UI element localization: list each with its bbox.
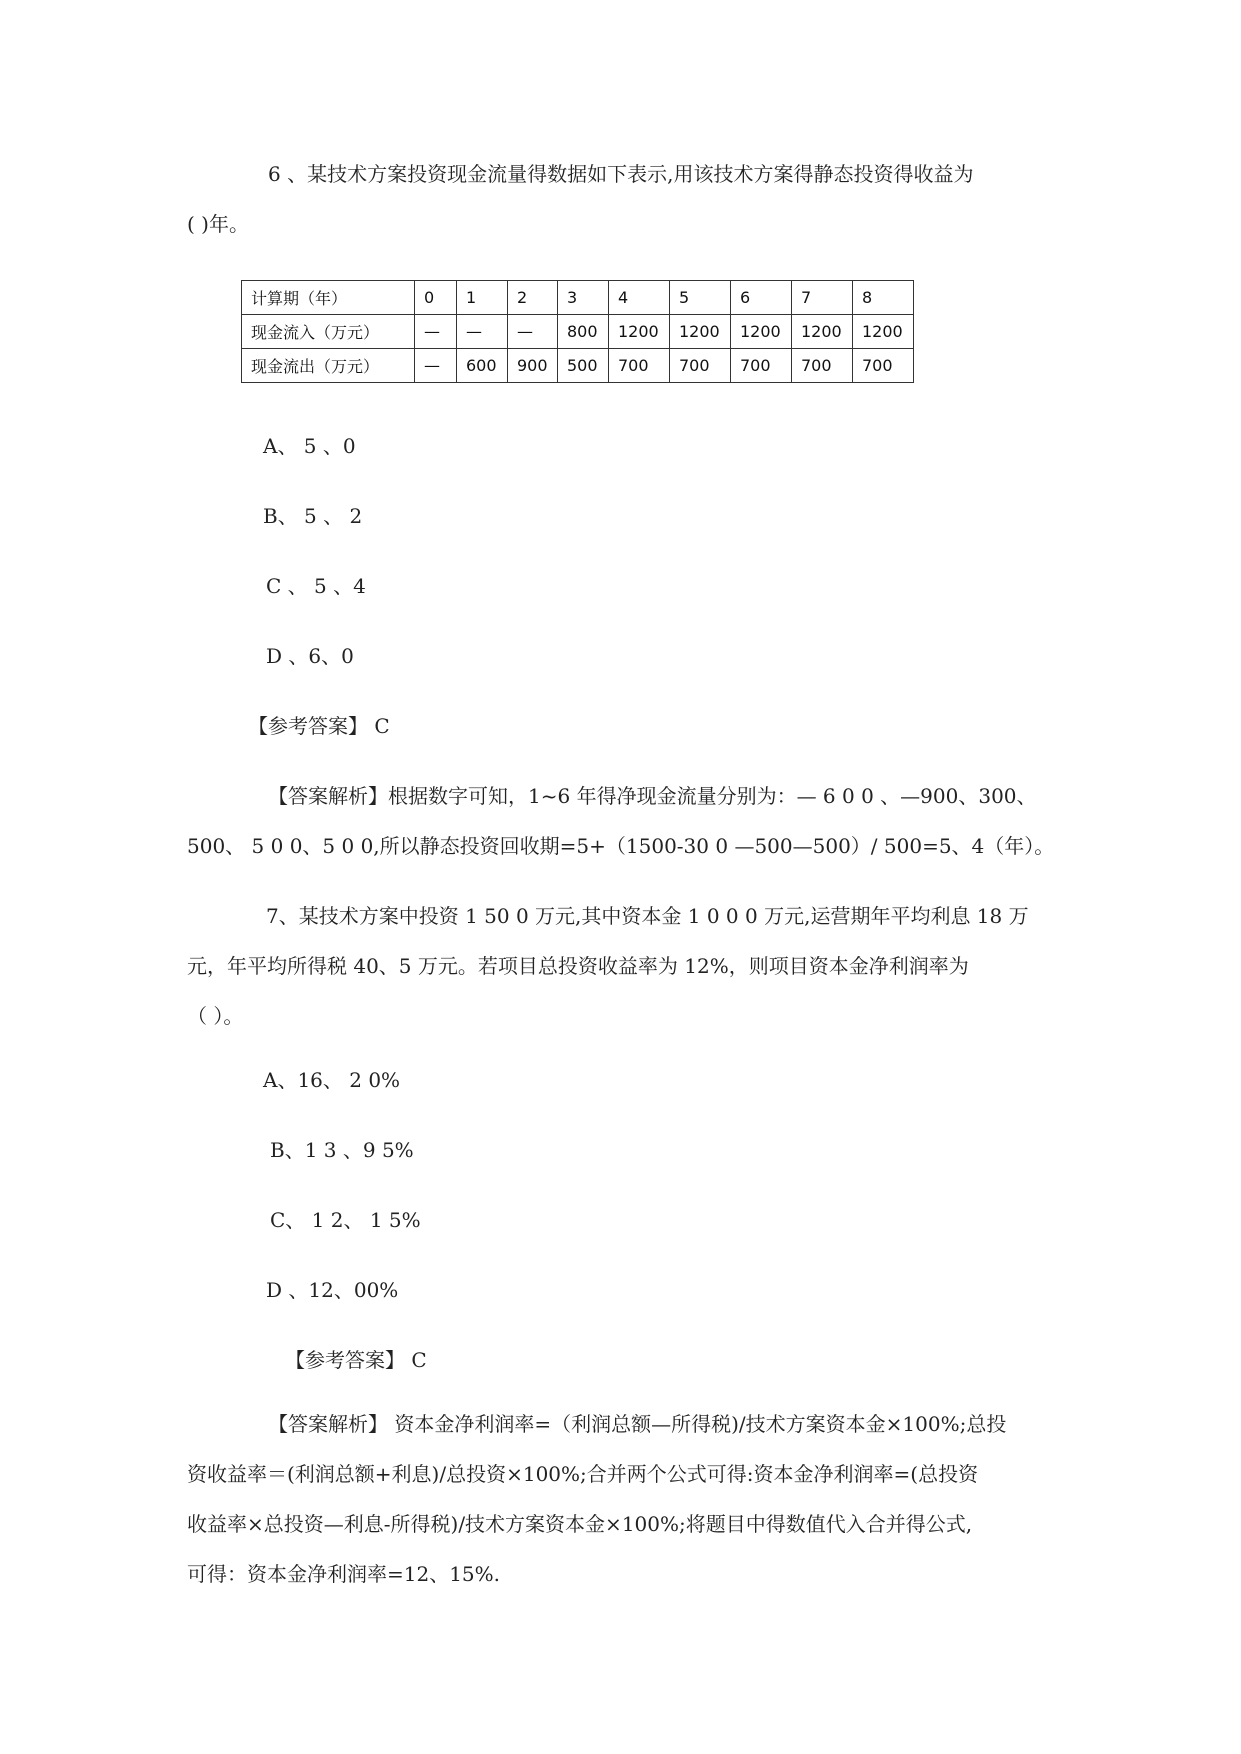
table-header-cell: 4 [609,281,670,315]
cash-flow-table [241,280,914,383]
table-cell: — [508,315,558,349]
table-cell: 1200 [792,315,853,349]
q7-option-b: B、1 3 、9 5% [270,1138,414,1162]
q6-option-c: C 、 5 、4 [266,574,366,598]
table-cell: — [415,349,457,383]
q6-option-a: A、 5 、0 [263,434,356,458]
q6-analysis-line-1: 【答案解析】根据数字可知，1~6 年得净现金流量分别为：— 6 0 0 、—900、300、 [268,784,1037,808]
table-row [242,281,914,315]
table-header-cell: 2 [508,281,558,315]
table-cell: 600 [457,349,508,383]
table-cell: 1200 [670,315,731,349]
table-cell: 700 [853,349,914,383]
table-header-cell: 7 [792,281,853,315]
table-cell: 900 [508,349,558,383]
q6-option-d: D 、6、0 [266,644,354,668]
q7-analysis-line-4: 可得：资本金净利润率=12、15%. [187,1562,501,1586]
q6-option-b: B、 5 、 2 [263,504,363,528]
table-row [242,315,914,349]
table-row [242,349,914,383]
q7-answer: 【参考答案】 C [285,1348,427,1372]
q7-stem-line-1: 7、某技术方案中投资 1 50 0 万元,其中资本金 1 0 0 0 万元,运营期年平均利息 18 万 [266,904,1029,928]
table-cell: 现金流出（万元） [242,349,415,383]
q6-answer: 【参考答案】 C [248,714,390,738]
table-header-cell: 1 [457,281,508,315]
q6-stem-line-2: ( )年。 [187,212,249,236]
q6-stem-line-1: 6 、某技术方案投资现金流量得数据如下表示,用该技术方案得静态投资得收益为 [268,162,974,186]
table-cell: — [415,315,457,349]
table-cell: 700 [670,349,731,383]
table-header-cell: 6 [731,281,792,315]
table-cell: 500 [558,349,609,383]
table-cell: 700 [609,349,670,383]
table-cell: 800 [558,315,609,349]
table-header-cell: 3 [558,281,609,315]
table-cell: 1200 [609,315,670,349]
table-cell: 700 [731,349,792,383]
table-header-cell: 5 [670,281,731,315]
table-cell: 1200 [853,315,914,349]
table-header-cell: 8 [853,281,914,315]
q7-stem-line-3: （ ）。 [187,1004,244,1028]
table-header-cell: 计算期（年） [242,281,415,315]
q7-option-c: C、 1 2、 1 5% [270,1208,421,1232]
table-cell: — [457,315,508,349]
q7-analysis-line-3: 收益率×总投资—利息-所得税)/技术方案资本金×100%;将题目中得数值代入合并得公式, [187,1512,973,1536]
q6-analysis-line-2: 500、 5 0 0、5 0 0,所以静态投资回收期=5+（1500-30 0 —500—500）/ 500=5、4（年）。 [187,834,1055,858]
table-cell: 现金流入（万元） [242,315,415,349]
q7-analysis-line-1: 【答案解析】 资本金净利润率=（利润总额—所得税)/技术方案资本金×100%;总投 [268,1412,1007,1436]
table-cell: 700 [792,349,853,383]
q7-analysis-line-2: 资收益率＝(利润总额+利息)/总投资×100%;合并两个公式可得:资本金净利润率=(总投资 [187,1462,979,1486]
table-cell: 1200 [731,315,792,349]
q7-stem-line-2: 元，年平均所得税 40、5 万元。若项目总投资收益率为 12%，则项目资本金净利润率为 [187,954,969,978]
table-header-cell: 0 [415,281,457,315]
q7-option-d: D 、12、00% [266,1278,399,1302]
q7-option-a: A、16、 2 0% [263,1068,401,1092]
